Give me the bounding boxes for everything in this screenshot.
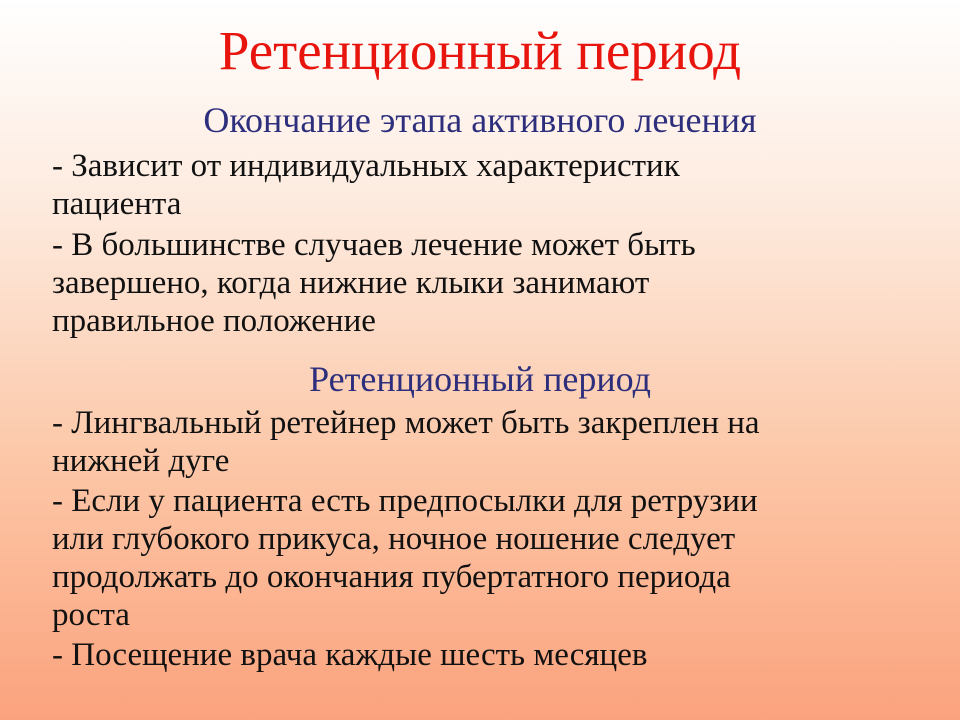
bullet-line: роста <box>52 597 130 633</box>
bullet-line: - Зависит от индивидуальных характеристик <box>52 148 680 184</box>
section-heading-retention-period: Ретенционный период <box>309 359 651 399</box>
slide-title: Ретенционный период <box>218 20 742 81</box>
bullet-line: - Если у пациента есть предпосылки для ретрузии <box>52 483 758 519</box>
bullet-line: правильное положение <box>52 303 376 339</box>
bullet-item <box>52 404 932 480</box>
bullet-line: пациента <box>52 186 182 222</box>
bullet-item <box>52 482 932 634</box>
bullet-line: продолжать до окончания пубертатного периода <box>52 559 731 595</box>
bullet-item <box>52 636 932 674</box>
bullet-line: нижней дуге <box>52 443 230 479</box>
bullet-item <box>52 226 932 340</box>
bullet-line: - Посещение врача каждые шесть месяцев <box>52 637 648 673</box>
bullet-line: или глубокого прикуса, ночное ношение следует <box>52 521 736 557</box>
bullet-line: - В большинстве случаев лечение может быть <box>52 227 696 263</box>
section-heading-active-treatment-end: Окончание этапа активного лечения <box>203 100 757 140</box>
bullet-item <box>52 147 932 223</box>
bullet-line: - Лингвальный ретейнер может быть закреплен на <box>52 405 760 441</box>
bullet-line: завершено, когда нижние клыки занимают <box>52 265 650 301</box>
